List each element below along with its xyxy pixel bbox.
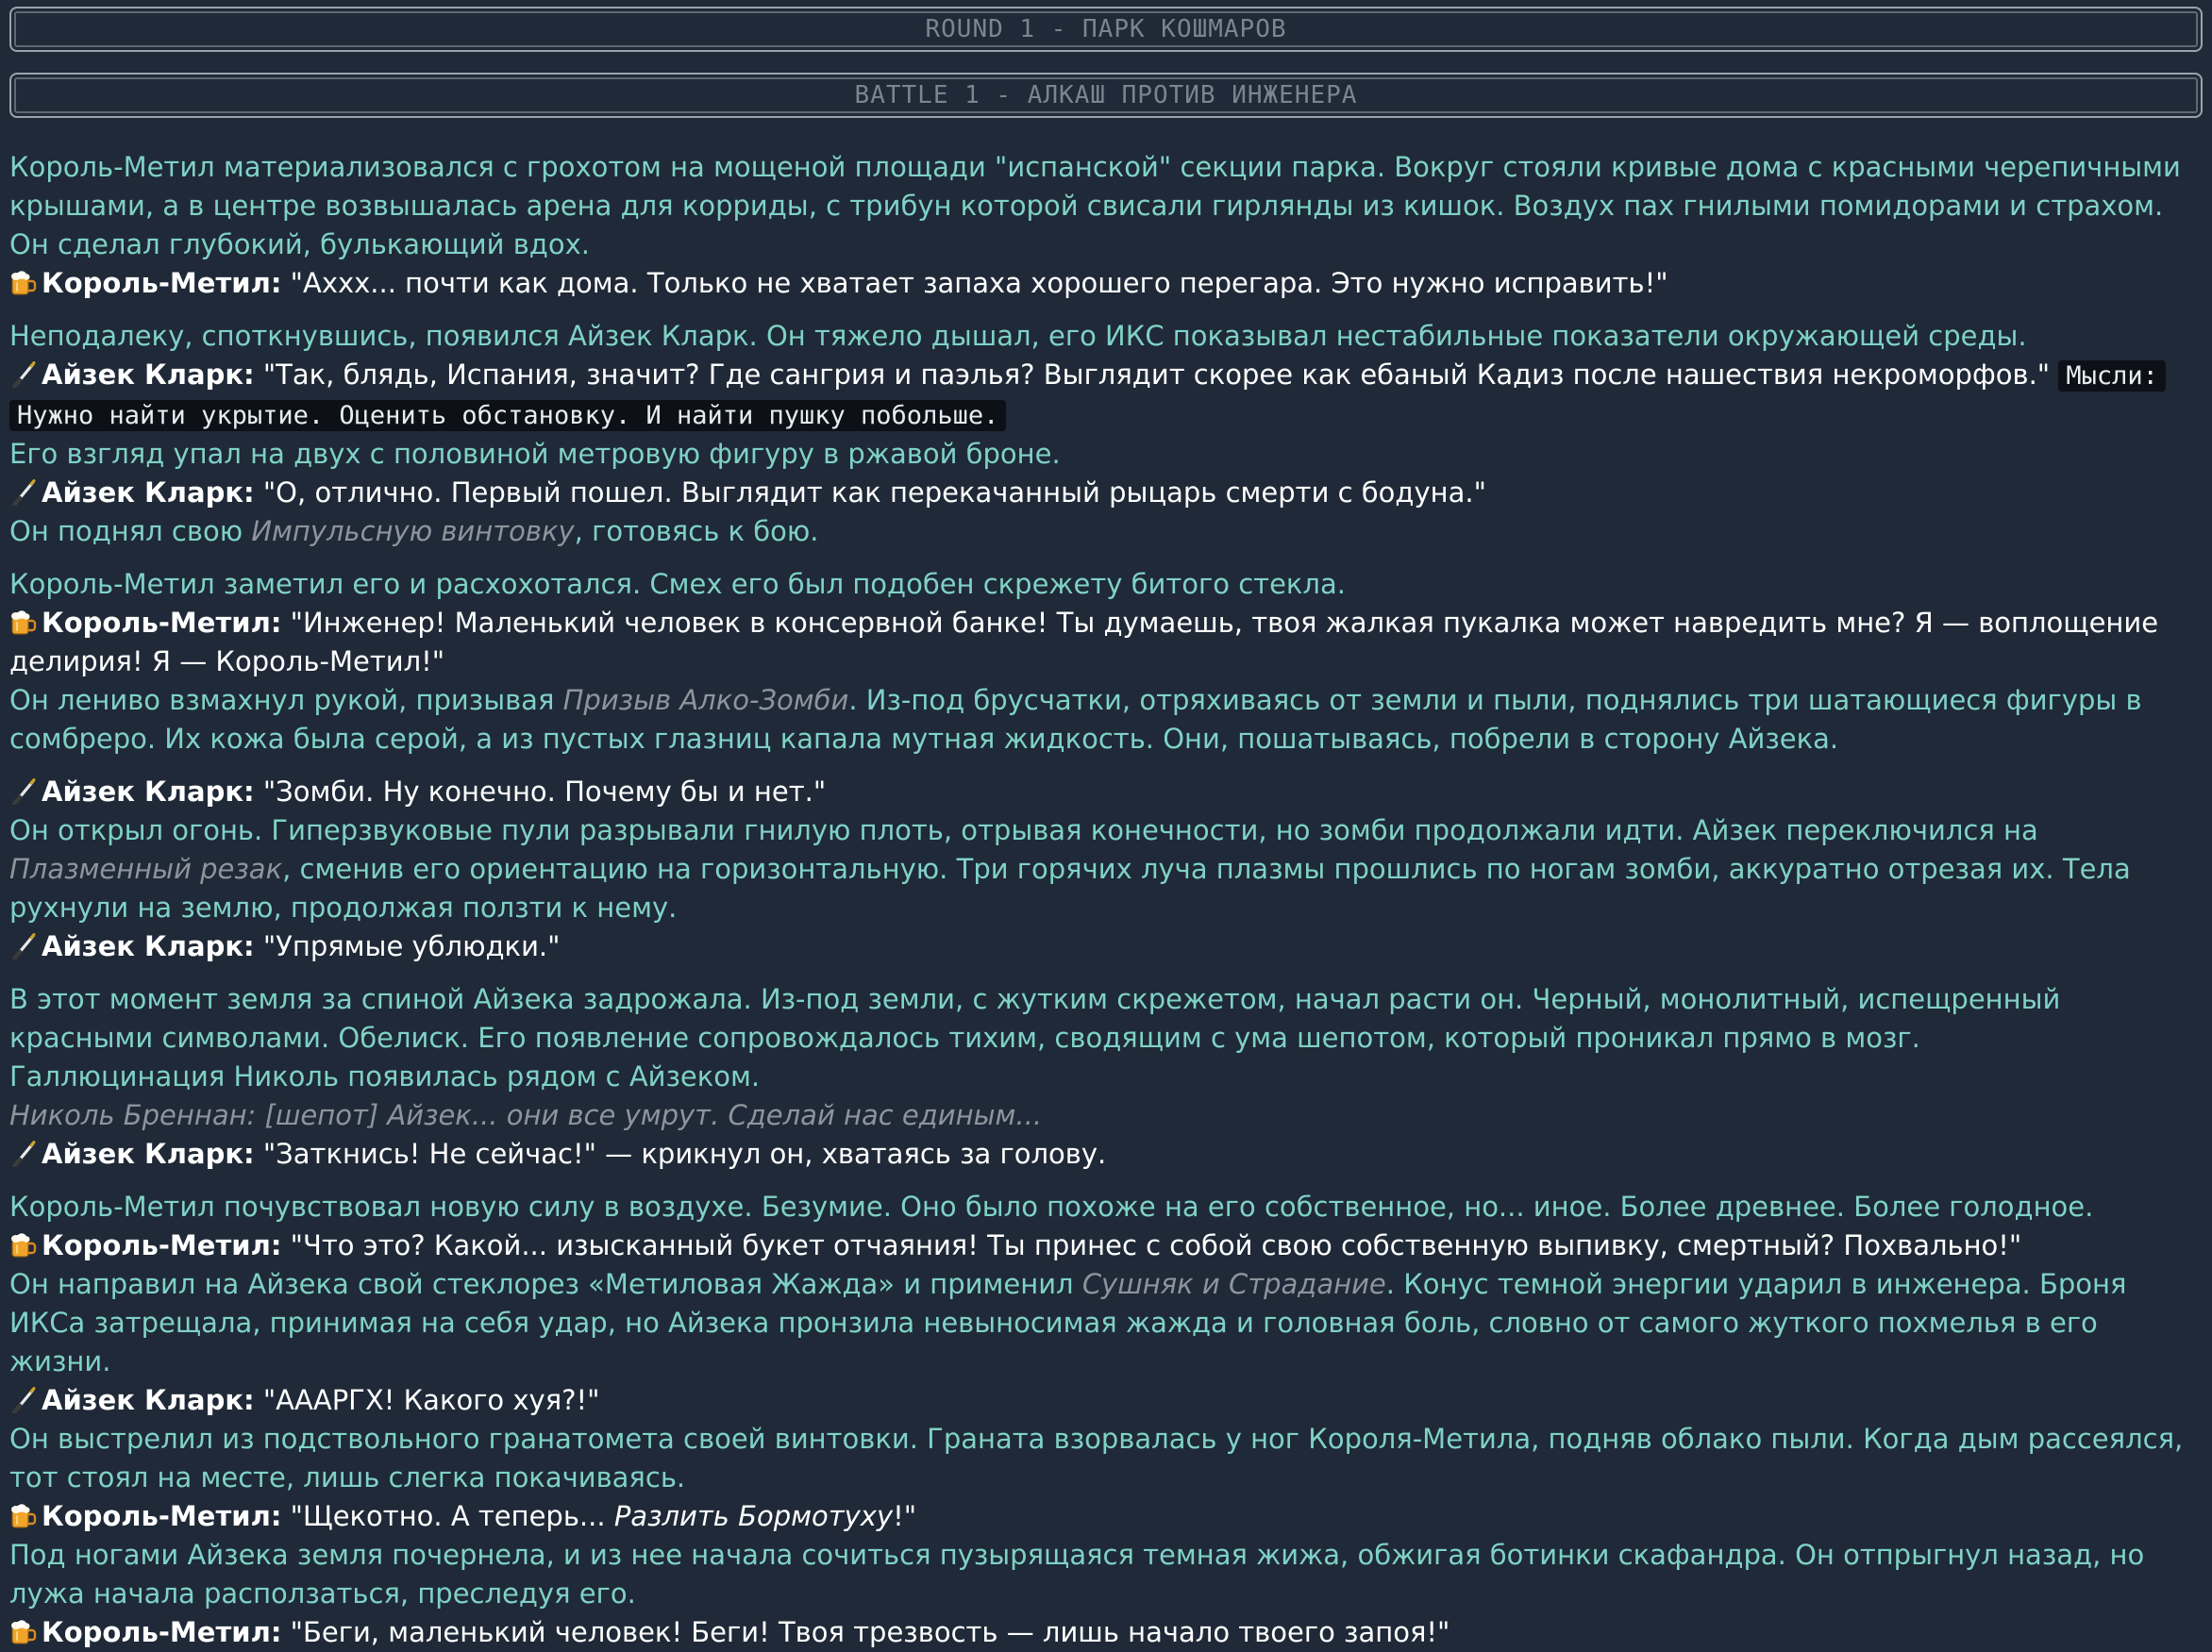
speaker-name: Король-Метил:	[42, 1500, 282, 1532]
plasma-cutter-icon	[9, 1387, 38, 1413]
narration: Галлюцинация Николь появилась рядом с Айзеком.	[9, 1060, 761, 1093]
dialogue-line	[9, 1226, 2203, 1265]
dialogue-text: "Упрямые ублюдки."	[262, 930, 561, 962]
dialogue-line	[9, 356, 2203, 435]
narration: Под ногами Айзека земля почернела, и из нее начала сочиться пузырящаяся темная жижа, обжигая ботинки скафандра. Он отпрыгнул назад, но лужа начала расползаться, преследуя его.	[9, 1539, 2145, 1610]
narration: Он выстрелил из подствольного гранатомета своей винтовки. Граната взорвалась у ног Короля-Метила, подняв облако пыли. Когда дым рассеялся, тот стоял на месте, лишь слегка покачиваясь.	[9, 1423, 2184, 1493]
dialogue-text: "Зомби. Ну конечно. Почему бы и нет."	[262, 776, 827, 808]
dialogue-line	[9, 1381, 2203, 1420]
dialogue-text: "Так, блядь, Испания, значит? Где сангрия и паэлья? Выглядит скорее как ебаный Кадиз после нашествия некроморфов."	[262, 359, 2051, 391]
beer-mug-icon	[9, 609, 38, 636]
narration: В этот момент земля за спиной Айзека задрожала. Из-под земли, с жутким скрежетом, начал расти он. Черный, монолитный, испещренный красными символами. Обелиск. Его появление сопровождалось тихим, сводящим с ума шепотом, который проникал прямо в мозг.	[9, 983, 2061, 1054]
plasma-cutter-icon	[9, 778, 38, 805]
dialogue-text: "ААAРГХ! Какого хуя?!"	[262, 1384, 600, 1416]
narration: Его взгляд упал на двух с половиной метровую фигуру в ржавой броне.	[9, 438, 1061, 470]
narration-text: , сменив его ориентацию на горизонтальную. Три горячих луча плазмы прошлись по ногам зомби, аккуратно отрезая их. Тела рухнули на землю, продолжая ползти к нему.	[9, 853, 2131, 924]
plasma-cutter-icon	[9, 361, 38, 388]
narration	[9, 681, 2203, 759]
narration: Король-Метил заметил его и расхохотался. Смех его был подобен скрежету битого стекла.	[9, 568, 1346, 600]
dialogue-tail: — крикнул он, хватаясь за голову.	[595, 1138, 1107, 1170]
plasma-cutter-icon	[9, 479, 38, 506]
narration-text: Он лениво взмахнул рукой, призывая	[9, 684, 563, 716]
speaker-name: Айзек Кларк:	[42, 359, 255, 391]
speaker-name: Король-Метил:	[42, 1229, 282, 1261]
dialogue-text: "Беги, маленький человек! Беги! Твоя трезвость — лишь начало твоего запоя!"	[290, 1616, 1450, 1648]
narration-text: Он поднял свою	[9, 515, 252, 547]
ability-name: Призыв Алко-Зомби	[562, 684, 849, 716]
narration	[9, 811, 2203, 927]
battle-banner	[9, 73, 2203, 118]
speaker-name: Айзек Кларк:	[42, 476, 255, 509]
dialogue-line	[9, 1613, 2203, 1652]
dialogue-line	[9, 474, 2203, 512]
dialogue-line	[9, 264, 2203, 303]
ability-name: Разлить Бормотуху	[613, 1500, 894, 1532]
beer-mug-icon	[9, 270, 38, 296]
speaker-name: Король-Метил:	[42, 607, 282, 639]
narration-text: . Из-под брусчатки, отряхиваясь от земли и пыли, поднялись три шатающиеся фигуры в сомбреро. Их кожа была серой, а из пустых глазниц капала мутная жидкость. Они, пошатываясь, побрели в сторону Айзека.	[9, 684, 2142, 755]
story-log	[0, 148, 2212, 1652]
dialogue-text: !"	[893, 1500, 917, 1532]
speaker-name: Айзек Кларк:	[42, 1138, 255, 1170]
weapon-name: Плазменный резак	[9, 853, 283, 885]
narration	[9, 512, 2203, 551]
narration-text: . Конус темной энергии ударил в инженера. Броня ИКСа затрещала, принимая на себя удар, но Айзека пронзила невыносимая жажда и головная боль, словно от самого жуткого похмелья в его жизни.	[9, 1268, 2127, 1377]
dialogue-line	[9, 1135, 2203, 1174]
speaker-name: Король-Метил:	[42, 267, 282, 299]
dialogue-line	[9, 773, 2203, 811]
beer-mug-icon	[9, 1619, 38, 1645]
whisper-line: Николь Бреннан: [шепот] Айзек... они все умрут. Сделай нас единым...	[9, 1099, 1043, 1131]
thought-code-block: Мысли: Нужно найти укрытие. Оценить обстановку. И найти пушку побольше.	[9, 360, 2166, 431]
narration: Король-Метил материализовался с грохотом на мощеной площади "испанской" секции парка. Вокруг стояли кривые дома с красными черепичными крышами, а в центре возвышалась арена для корриды, с трибун которой свисали гирлянды из кишок. Воздух пах гнилыми помидорами и страхом. Он сделал глубокий, булькающий вдох.	[9, 151, 2181, 260]
dialogue-text: "Инженер! Маленький человек в консервной банке! Ты думаешь, твоя жалкая пукалка может навредить мне? Я — воплощение делирия! Я — Король-Метил!"	[9, 607, 2159, 677]
plasma-cutter-icon	[9, 933, 38, 959]
narration-text: Он направил на Айзека свой стеклорез «Метиловая Жажда» и применил	[9, 1268, 1082, 1300]
ability-name: Сушняк и Страдание	[1081, 1268, 1386, 1300]
narration	[9, 1265, 2203, 1381]
speaker-name: Айзек Кларк:	[42, 930, 255, 962]
beer-mug-icon	[9, 1503, 38, 1529]
dialogue-line	[9, 604, 2203, 681]
dialogue-line	[9, 927, 2203, 966]
dialogue-text: "Щекотно. А теперь...	[290, 1500, 614, 1532]
speaker-name: Айзек Кларк:	[42, 776, 255, 808]
dialogue-text: "О, отлично. Первый пошел. Выглядит как перекачанный рыцарь смерти с бодуна."	[262, 476, 1486, 509]
round-banner-text: ROUND 1 - ПАРК КОШМАРОВ	[925, 14, 1287, 43]
dialogue-text: "Что это? Какой... изысканный букет отчаяния! Ты принес с собой свою собственную выпивку, смертный? Похвально!"	[290, 1229, 2022, 1261]
dialogue-line	[9, 1497, 2203, 1536]
narration-text: Он открыл огонь. Гиперзвуковые пули разрывали гнилую плоть, отрывая конечности, но зомби продолжали идти. Айзек переключился на	[9, 814, 2038, 846]
dialogue-text: "Заткнись! Не сейчас!"	[262, 1138, 596, 1170]
plasma-cutter-icon	[9, 1141, 38, 1167]
speaker-name: Король-Метил:	[42, 1616, 282, 1648]
weapon-name: Импульсную винтовку	[251, 515, 575, 547]
battle-banner-text: BATTLE 1 - АЛКАШ ПРОТИВ ИНЖЕНЕРА	[854, 80, 1358, 109]
speaker-name: Айзек Кларк:	[42, 1384, 255, 1416]
round-banner	[9, 7, 2203, 52]
beer-mug-icon	[9, 1232, 38, 1259]
narration: Король-Метил почувствовал новую силу в воздухе. Безумие. Оно было похоже на его собственное, но... иное. Более древнее. Более голодное.	[9, 1191, 2094, 1223]
dialogue-text: "Аххх... почти как дома. Только не хватает запаха хорошего перегара. Это нужно исправить!"	[290, 267, 1668, 299]
narration: Неподалеку, споткнувшись, появился Айзек Кларк. Он тяжело дышал, его ИКС показывал нестабильные показатели окружающей среды.	[9, 320, 2027, 352]
narration-text: , готовясь к бою.	[574, 515, 819, 547]
